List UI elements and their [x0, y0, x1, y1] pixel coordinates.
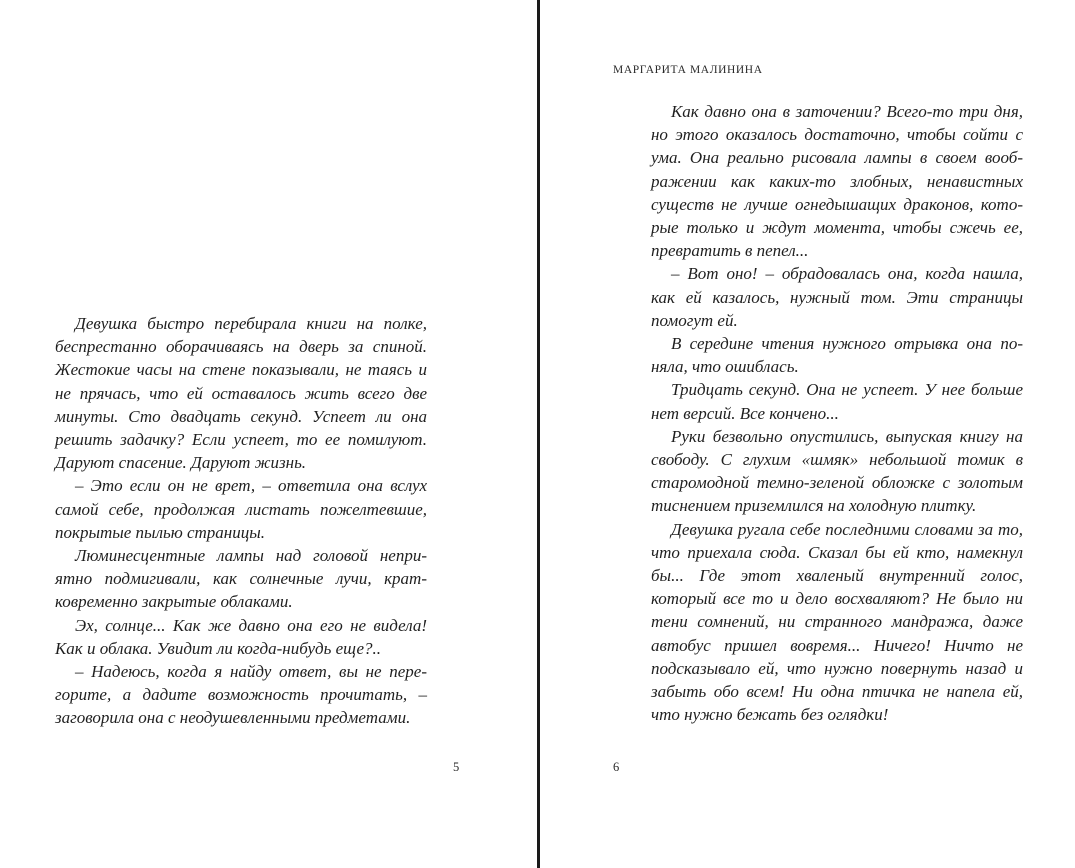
- left-page: [0, 0, 537, 868]
- paragraph: Как давно она в заточении? Всего-то три дня, но этого оказалось достаточно, чтобы сойти с ума. Она реально рисовала лампы в своем воображении как каких-то злобных, ненавистных существ не лучше огнедышащих драконов, которые только и ждут момента, чтобы сжечь ее, превратить в пепел...: [651, 102, 1023, 261]
- paragraph: Люминесцентные лампы над головой неприятно подмигивали, как солнечные лучи, кратковременно закрытые облаками.: [55, 546, 427, 612]
- paragraph: – Это если он не врет, – ответила она вслух самой себе, продолжая листать пожелтевшие, покрытые пылью страницы.: [55, 476, 427, 542]
- paragraph: – Вот оно! – обрадовалась она, когда нашла, как ей казалось, нужный том. Эти страницы помогут ей.: [651, 264, 1023, 330]
- gutter-divider: [537, 0, 540, 868]
- paragraph: В середине чтения нужного отрывка она поняла, что ошиблась.: [651, 334, 1023, 377]
- page-number: 6: [613, 760, 620, 774]
- right-page-text: [651, 100, 1023, 726]
- page-number: 5: [453, 760, 460, 774]
- paragraph: – Надеюсь, когда я найду ответ, вы не перегорите, а дадите возможность прочитать, – заговорила она с неодушевленными предметами.: [55, 662, 427, 728]
- paragraph: Эх, солнце... Как же давно она его не видела! Как и облака. Увидит ли когда-нибудь еще?..: [55, 615, 427, 658]
- left-page-text: [55, 312, 427, 730]
- paragraph: Руки безвольно опустились, выпуская книгу на свободу. С глухим «шмяк» небольшой томик в старомодной темно-зеленой обложке с золотым тиснением приземлился на холодную плитку.: [651, 426, 1023, 516]
- running-head: МАРГАРИТА МАЛИНИНА: [613, 64, 763, 76]
- paragraph: Девушка быстро перебирала книги на полке, беспрестанно оборачиваясь на дверь за спиной. Жестокие часы на стене показывали, не таясь и не прячась, что ей оставалось жить всего две минуты. Сто двадцать секунд. Успеет ли она решить задачку? Если успеет, то ее помилуют. Даруют спасение. Даруют жизнь.: [55, 314, 427, 473]
- right-page: [541, 0, 1075, 868]
- paragraph: Тридцать секунд. Она не успеет. У нее больше нет версий. Все кончено...: [651, 380, 1023, 423]
- paragraph: Девушка ругала себе последними словами за то, что приехала сюда. Сказал бы ей кто, намекнул бы... Где этот хваленый внутренний голос, который все то и дело восхваляют? Не было ни тени сомнений, ни странного мандража, даже автобус пришел вовремя... Ничего! Ничто не подсказывало ей, что нужно повернуть назад и забыть обо всем! Ни одна птичка не напела ей, что нужно бежать без оглядки!: [651, 519, 1023, 725]
